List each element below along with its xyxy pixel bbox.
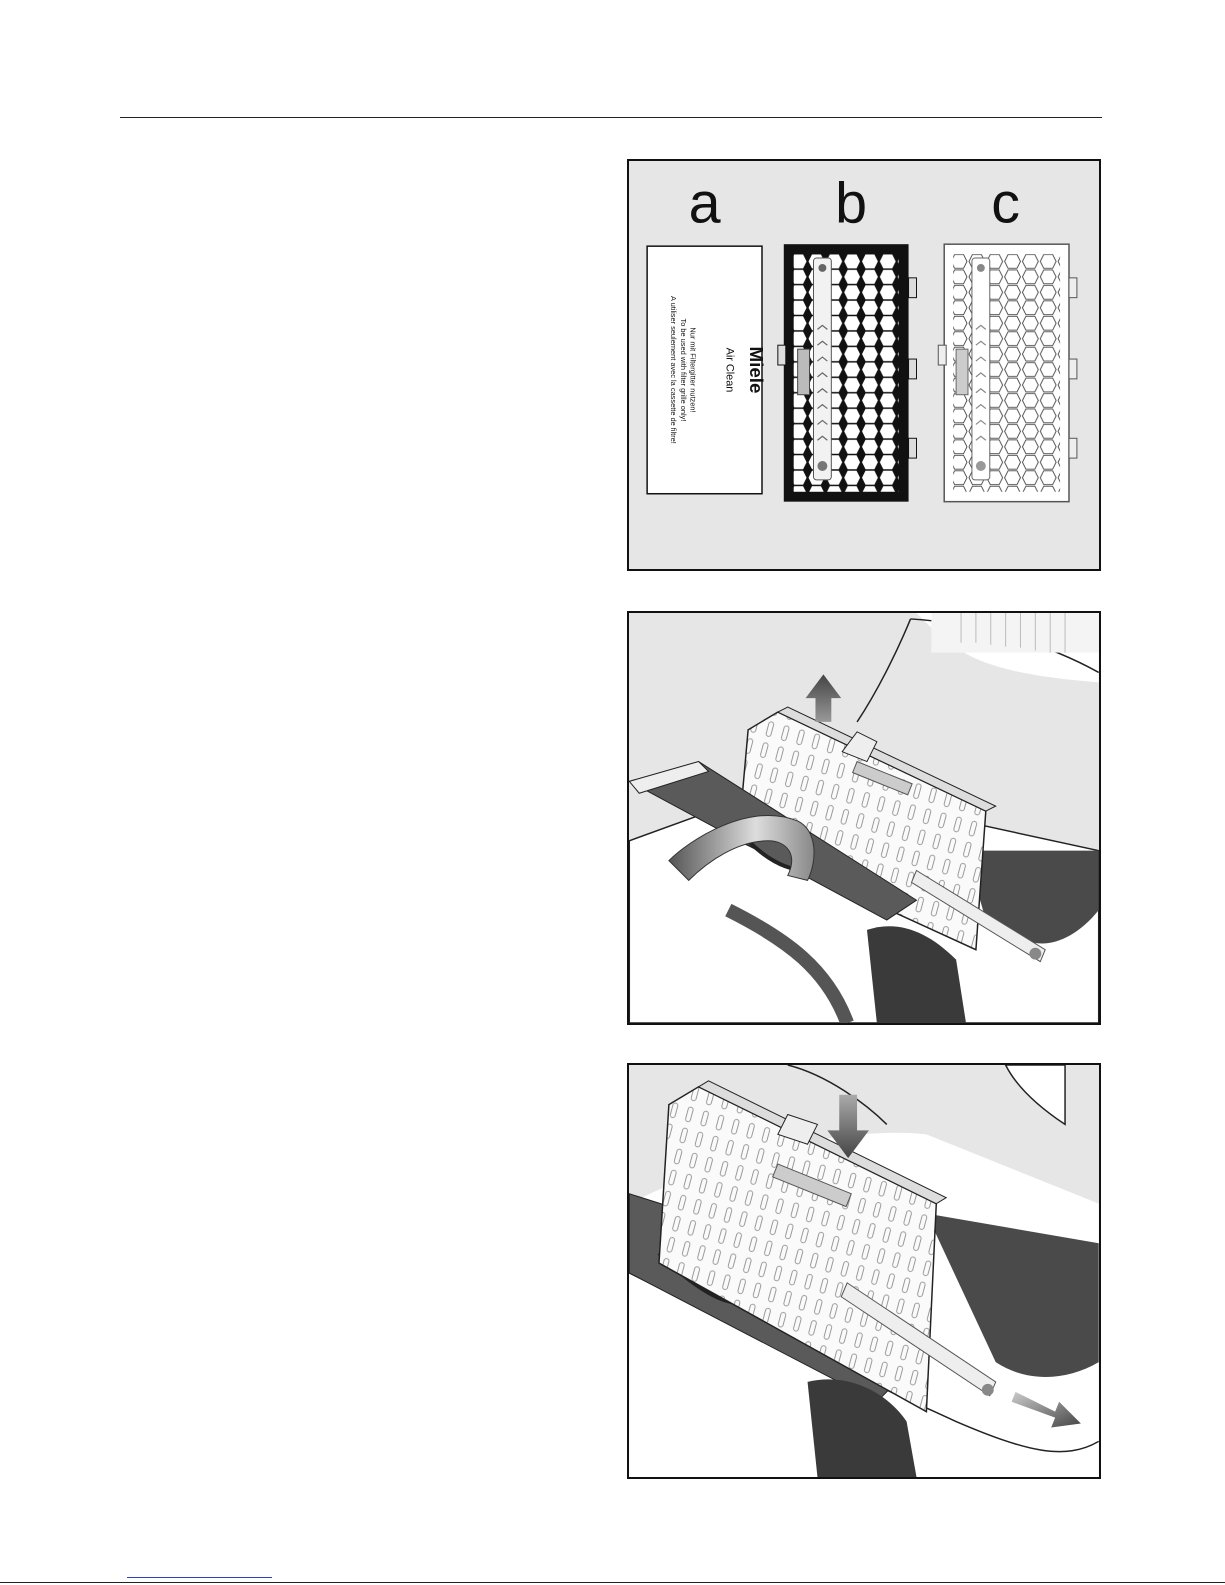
filter-card-a xyxy=(647,246,767,494)
notice-en: To be used with filter grille only! xyxy=(678,318,688,422)
label-a: a xyxy=(688,171,721,236)
brand-logo: Miele xyxy=(746,346,768,394)
label-b: b xyxy=(835,171,868,236)
footer-link-underline xyxy=(127,1577,272,1578)
arrow-up-icon xyxy=(806,674,842,722)
figure-filter-types xyxy=(627,159,1101,571)
figure-insert-filter xyxy=(627,1063,1101,1479)
notice-fr: A utiliser seulement avec la cassette de filtre! xyxy=(668,296,678,444)
label-c: c xyxy=(991,171,1020,236)
notice-de: Nur mit Filtergitter nutzen! xyxy=(688,327,698,413)
header-rule xyxy=(120,117,1102,118)
filter-c-white xyxy=(938,244,1077,501)
product-name: Air Clean xyxy=(723,347,736,393)
footer-rule xyxy=(0,1582,1225,1583)
figure-remove-filter xyxy=(627,611,1101,1025)
filter-b-black xyxy=(778,244,917,501)
